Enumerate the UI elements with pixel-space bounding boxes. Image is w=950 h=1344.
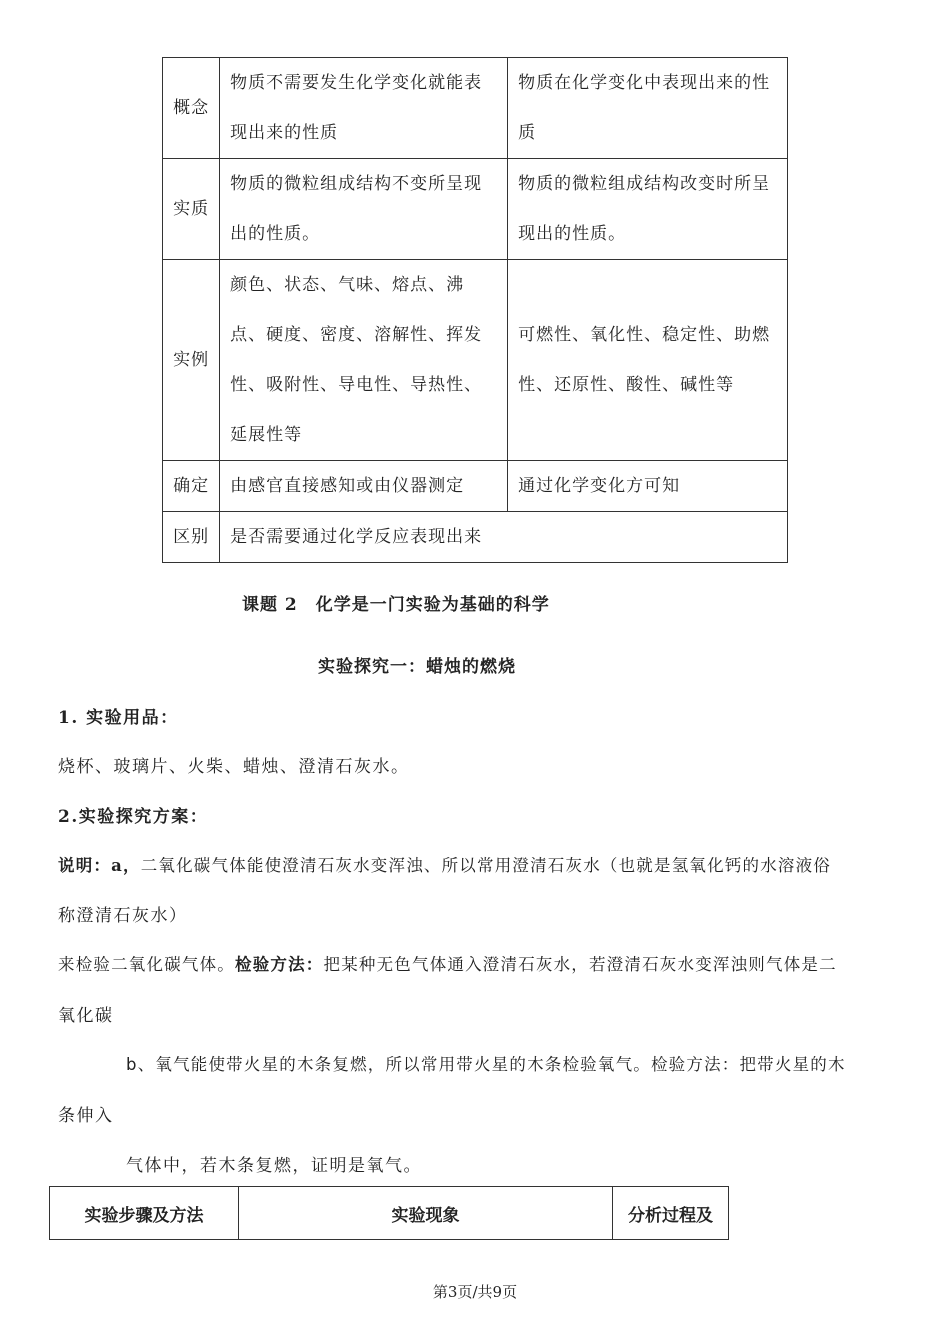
method-line2: 氧化碳 <box>58 1006 114 1026</box>
section1-text: 烧杯、玻璃片、火柴、蜡烛、澄清石灰水。 <box>58 757 410 777</box>
merged-cell: 是否需要通过化学反应表现出来 <box>220 512 788 563</box>
note-b-line3: 气体中，若木条复燃，证明是氧气。 <box>126 1156 422 1176</box>
row-header: 概念 <box>163 58 220 159</box>
row-header: 确定 <box>163 461 220 512</box>
lesson-title: 课题 2 化学是一门实验为基础的科学 <box>242 595 550 615</box>
note-b-line1: b、氧气能使带火星的木条复燃，所以常用带火星的木条检验氧气。检验方法：把带火星的木 <box>126 1055 846 1074</box>
column-header: 分析过程及 <box>613 1187 729 1240</box>
physical-property-cell: 颜色、状态、气味、熔点、沸点、硬度、密度、溶解性、挥发性、吸附性、导电性、导热性、延展性等 <box>220 260 508 461</box>
row-header: 实例 <box>163 260 220 461</box>
table-row <box>163 512 788 563</box>
table-row <box>163 159 788 260</box>
section2-heading: 2.实验探究方案： <box>58 807 209 827</box>
column-header: 实验步骤及方法 <box>50 1187 239 1240</box>
experiment-table <box>49 1186 729 1240</box>
table-row <box>163 58 788 159</box>
chemical-property-cell: 物质在化学变化中表现出来的性质 <box>508 58 788 159</box>
row-header: 实质 <box>163 159 220 260</box>
chemical-property-cell: 物质的微粒组成结构改变时所呈现出的性质。 <box>508 159 788 260</box>
note-a-marker: a， <box>111 856 141 875</box>
table-row <box>163 260 788 461</box>
note-a-line1 <box>58 852 831 876</box>
note-a-line3 <box>58 951 837 975</box>
table-row <box>163 461 788 512</box>
note-a-line2: 称澄清石灰水） <box>58 906 188 926</box>
physical-property-cell: 由感官直接感知或由仪器测定 <box>220 461 508 512</box>
note-a-line3-text: 来检验二氧化碳气体。 <box>58 955 235 974</box>
table-header-row <box>50 1187 729 1240</box>
physical-property-cell: 物质不需要发生化学变化就能表现出来的性质 <box>220 58 508 159</box>
column-header: 实验现象 <box>239 1187 613 1240</box>
note-a-text: 二氧化碳气体能使澄清石灰水变浑浊、所以常用澄清石灰水（也就是氢氧化钙的水溶液俗 <box>140 856 832 875</box>
page-footer: 第3页/共9页 <box>432 1283 518 1301</box>
experiment-title: 实验探究一：蜡烛的燃烧 <box>318 657 516 677</box>
note-label: 说明： <box>58 856 112 875</box>
property-comparison-table <box>162 57 788 563</box>
chemical-property-cell: 通过化学变化方可知 <box>508 461 788 512</box>
physical-property-cell: 物质的微粒组成结构不变所呈现出的性质。 <box>220 159 508 260</box>
method-label: 检验方法： <box>235 955 324 974</box>
method-text: 把某种无色气体通入澄清石灰水，若澄清石灰水变浑浊则气体是二 <box>323 955 837 974</box>
note-b-line2: 条伸入 <box>58 1106 114 1126</box>
section1-heading: 1. 实验用品： <box>58 708 179 728</box>
chemical-property-cell: 可燃性、氧化性、稳定性、助燃性、还原性、酸性、碱性等 <box>508 260 788 461</box>
row-header: 区别 <box>163 512 220 563</box>
